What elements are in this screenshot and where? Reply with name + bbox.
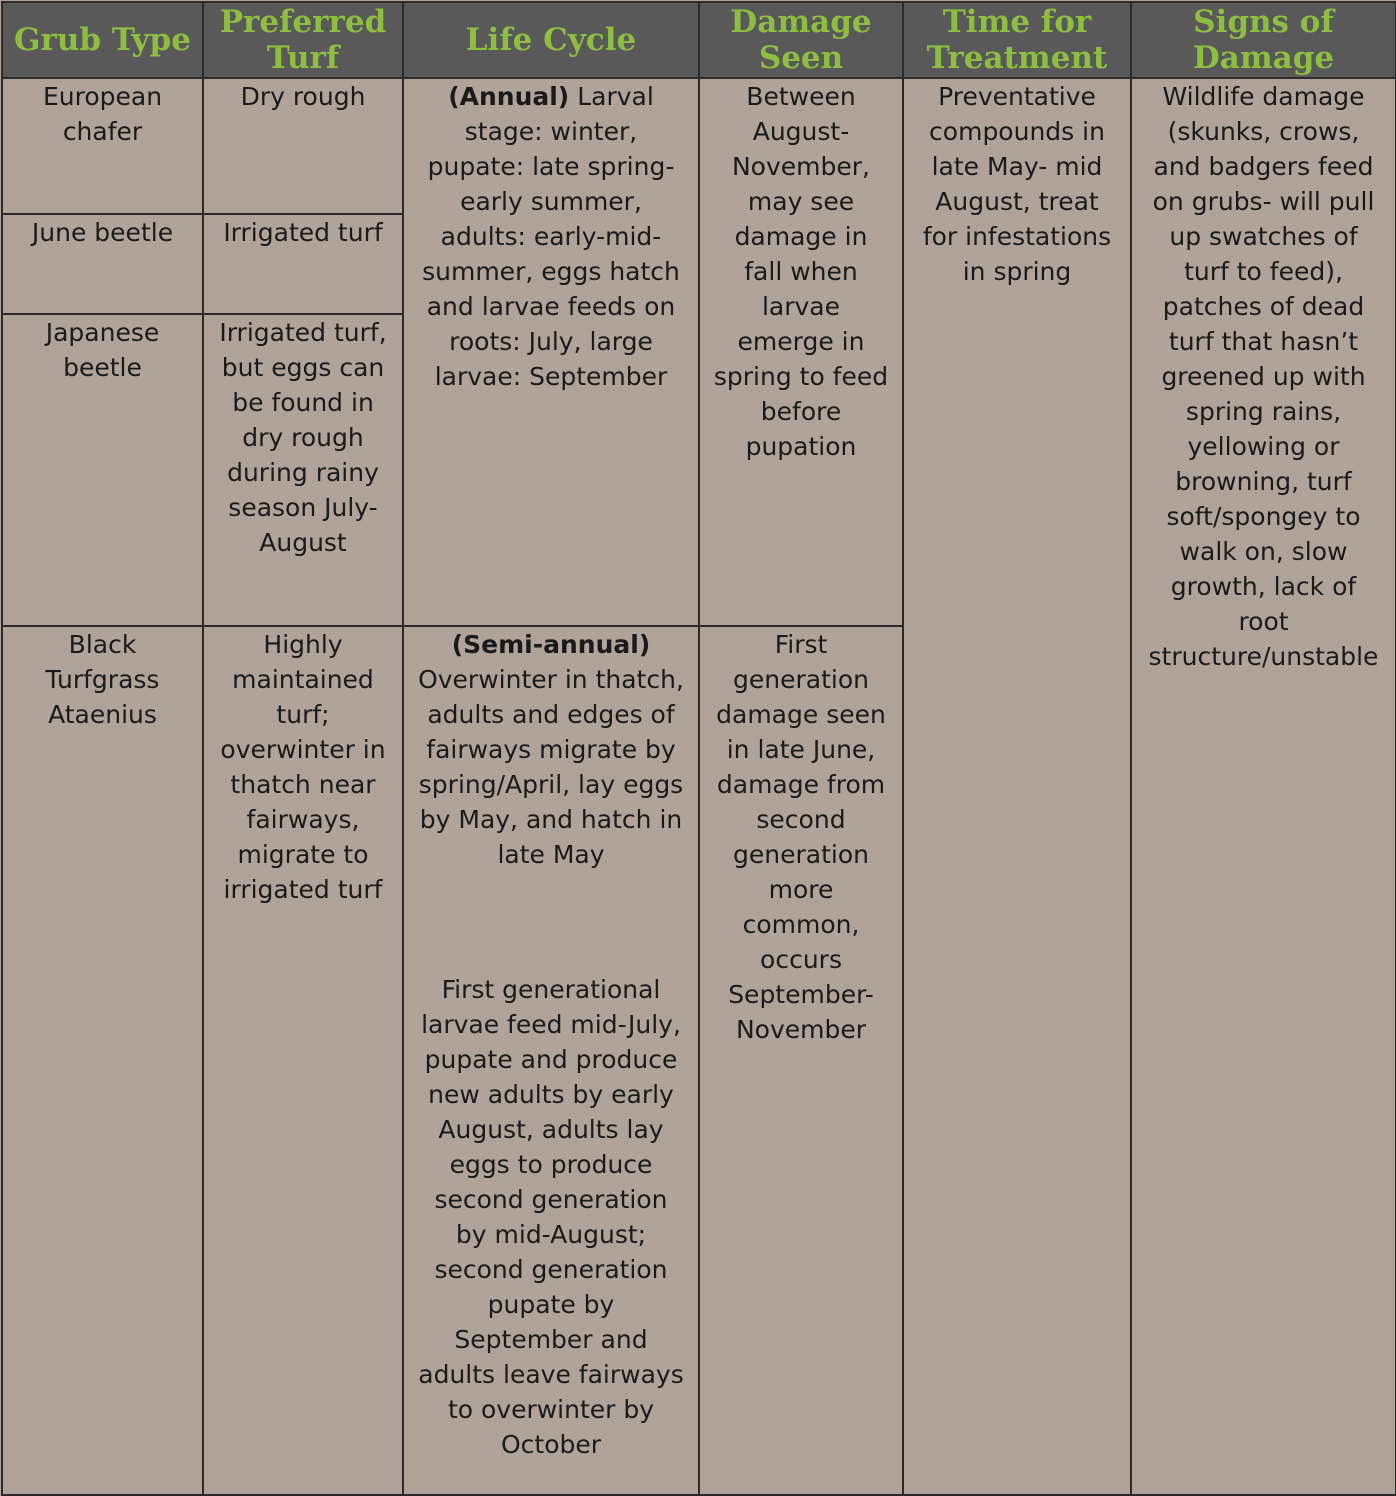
grub-type-cell: European chafer xyxy=(2,78,203,214)
header-signs-of-damage: Signs of Damage xyxy=(1131,2,1396,78)
grub-type-cell: June beetle xyxy=(2,214,203,314)
header-life-cycle: Life Cycle xyxy=(403,2,699,78)
preferred-turf-cell: Irrigated turf xyxy=(203,214,403,314)
time-for-treatment-cell: Preventative compounds in late May- mid August, treat for infestations in spring xyxy=(903,78,1131,1495)
table-row xyxy=(2,78,1396,214)
grub-table xyxy=(1,1,1396,1496)
life-cycle-text: Larval stage: winter, pupate: late spring-early summer, adults: early-mid-summer, eggs hatch and larvae feeds on roots: July, large larvae: September xyxy=(422,82,680,391)
signs-of-damage-cell: Wildlife damage (skunks, crows, and badgers feed on grubs- will pull up swatches of turf to feed), patches of dead turf that hasn’t greened up with spring rains, yellowing or browning, turf soft/spongey to walk on, slow growth, lack of root structure/unstable xyxy=(1131,78,1396,1495)
header-preferred-turf: Preferred Turf xyxy=(203,2,403,78)
life-cycle-annual-cell xyxy=(403,78,699,626)
life-cycle-label: (Annual) xyxy=(448,82,570,111)
life-cycle-semi-annual-cell xyxy=(403,626,699,1495)
life-cycle-text: Overwinter in thatch, adults and edges of fairways migrate by spring/April, lay eggs by May, and hatch in late May xyxy=(418,665,684,869)
life-cycle-paragraph: First generational larvae feed mid-July, pupate and produce new adults by early August, adults lay eggs to produce second generation by mid-August; second generation pupate by September and adults leave fairways to overwinter by October xyxy=(418,975,684,1459)
preferred-turf-cell: Dry rough xyxy=(203,78,403,214)
damage-seen-annual-cell: Between August-November, may see damage in fall when larvae emerge in spring to feed before pupation xyxy=(699,78,903,626)
grub-type-cell: Japanese beetle xyxy=(2,314,203,626)
preferred-turf-cell: Irrigated turf, but eggs can be found in dry rough during rainy season July-August xyxy=(203,314,403,626)
header-row xyxy=(2,2,1396,78)
life-cycle-label: (Semi-annual) xyxy=(451,630,651,659)
header-time-for-treatment: Time for Treatment xyxy=(903,2,1131,78)
preferred-turf-cell: Highly maintained turf; overwinter in thatch near fairways, migrate to irrigated turf xyxy=(203,626,403,1495)
header-damage-seen: Damage Seen xyxy=(699,2,903,78)
life-cycle-paragraph xyxy=(416,627,686,872)
header-grub-type: Grub Type xyxy=(2,2,203,78)
grub-type-cell: Black Turfgrass Ataenius xyxy=(2,626,203,1495)
damage-seen-semi-annual-cell: First generation damage seen in late June, damage from second generation more common, occurs September-November xyxy=(699,626,903,1495)
